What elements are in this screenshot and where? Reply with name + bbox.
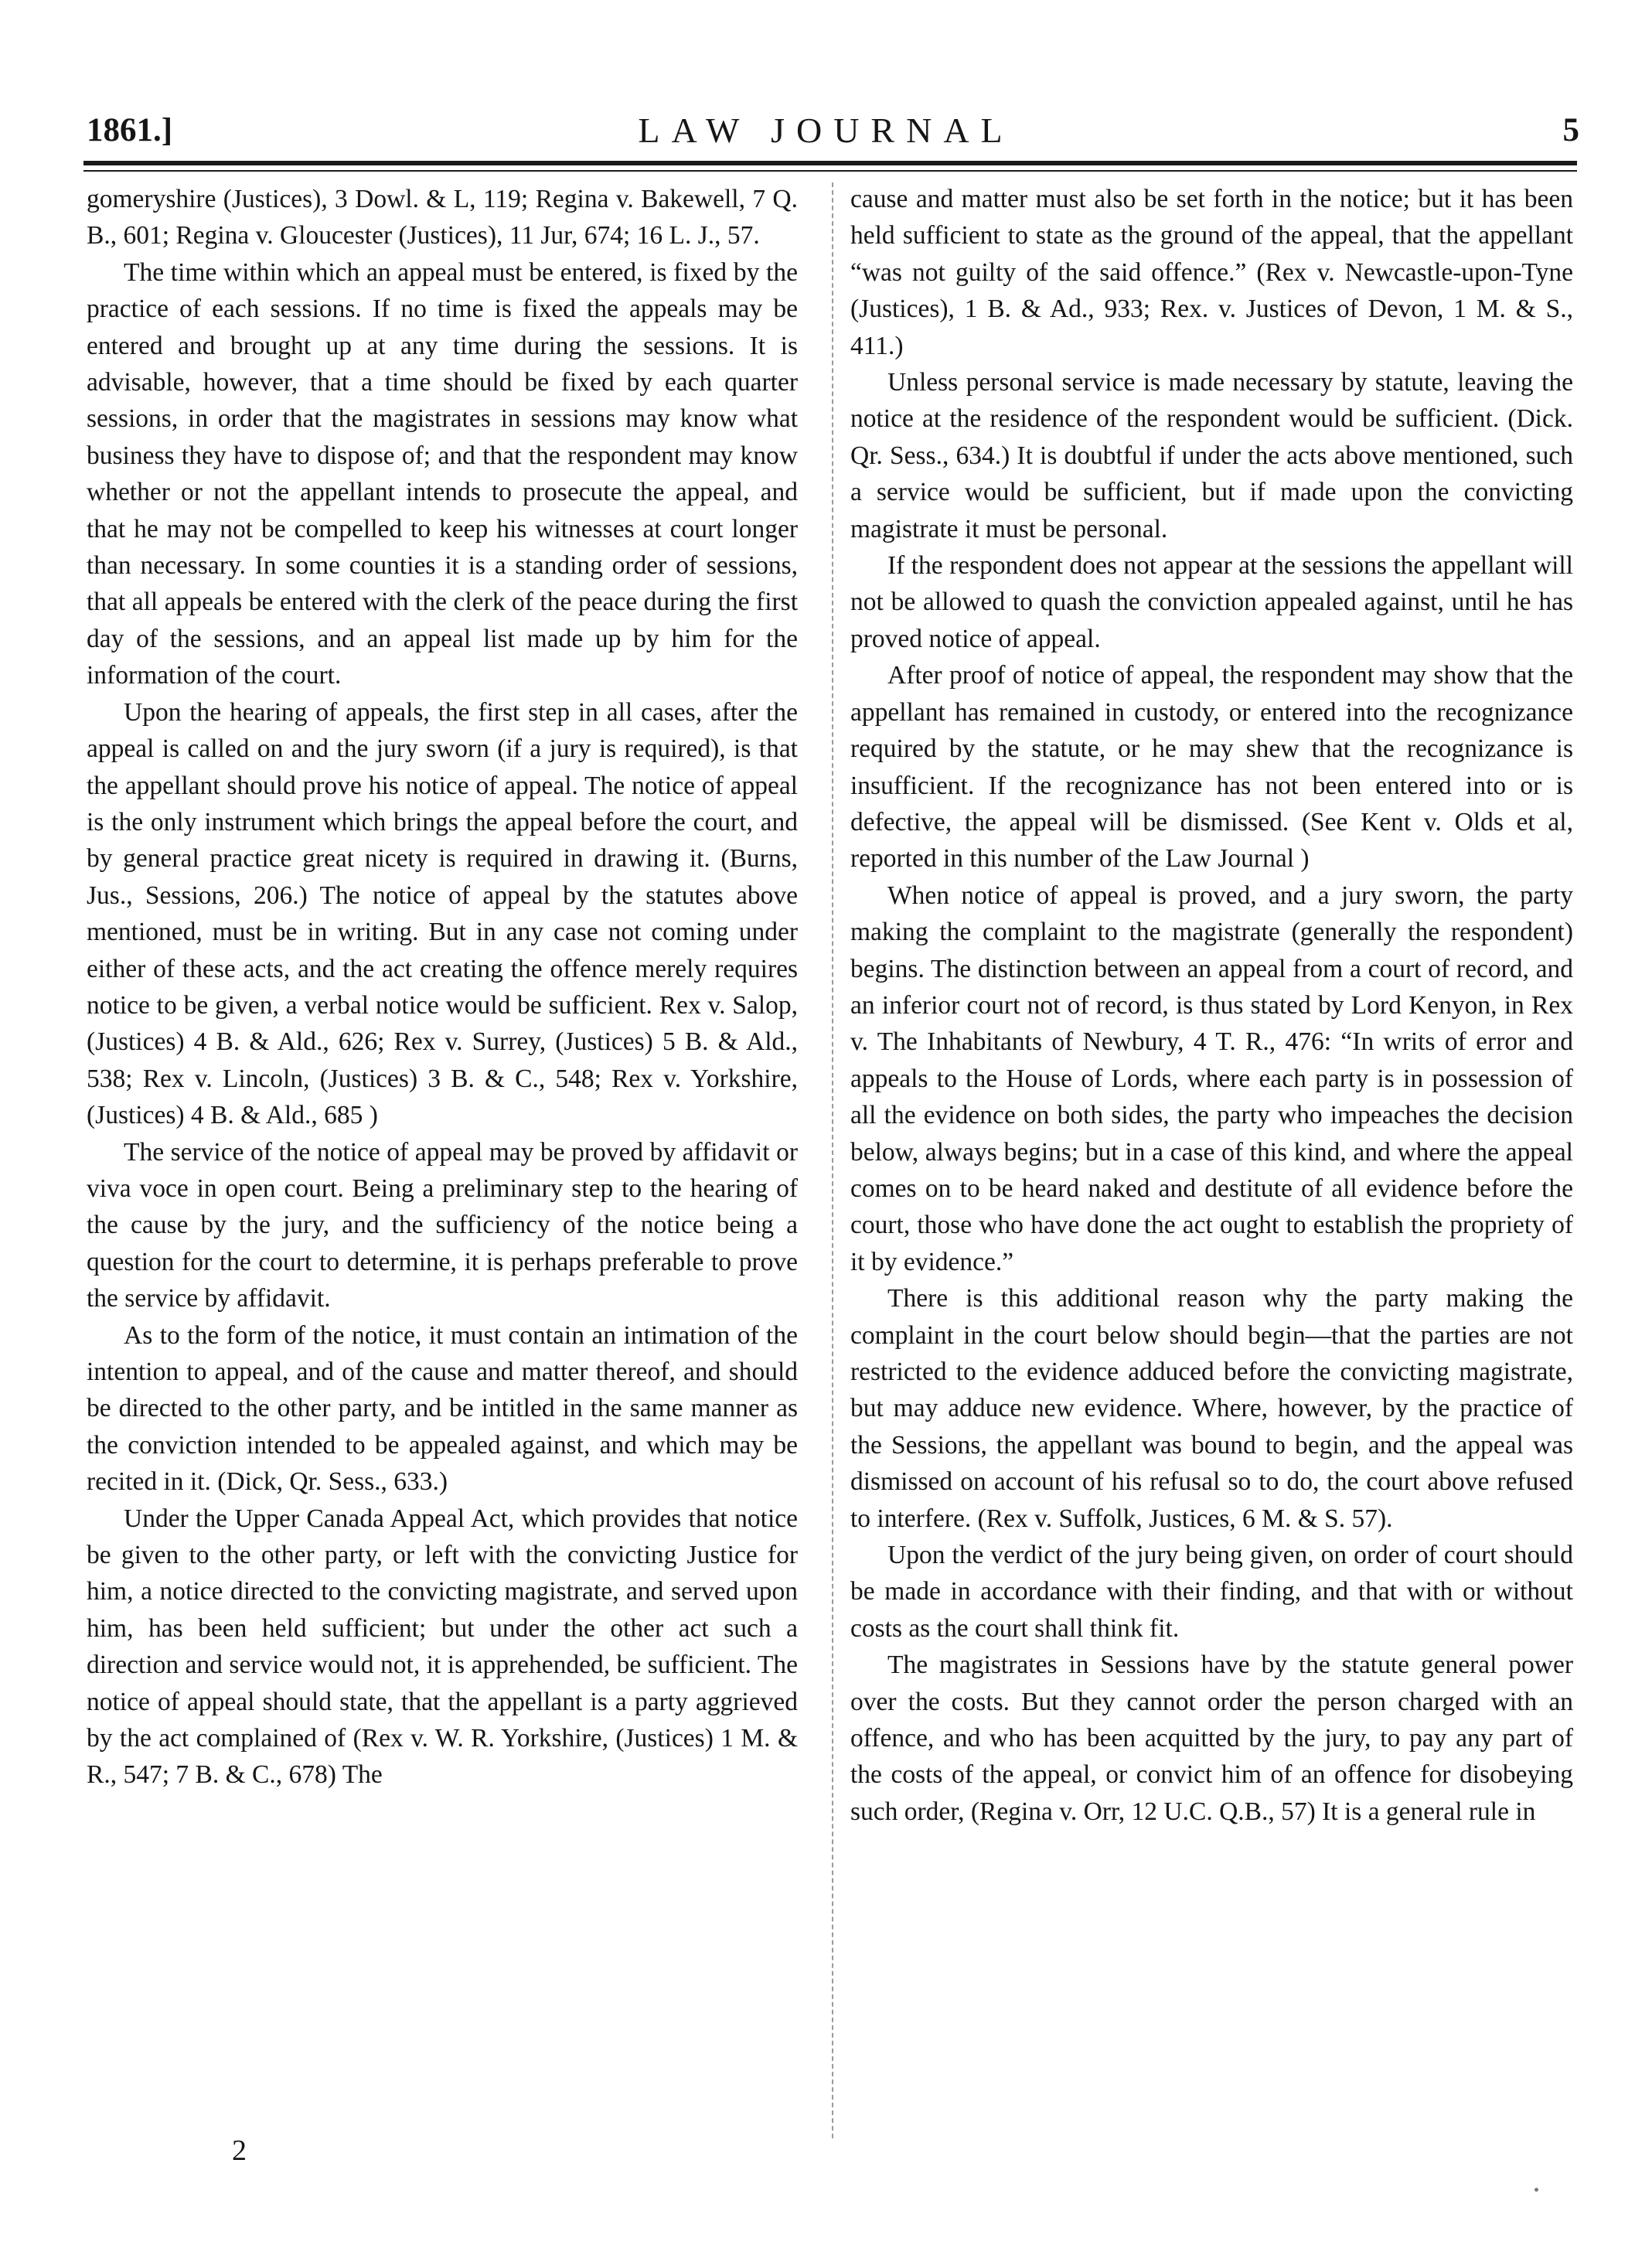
paragraph: If the respondent does not appear at the sessions the appellant will not be allowed to quash the conviction appealed against, until he has proved notice of appeal. (850, 551, 1573, 653)
paragraph: The time within which an appeal must be entered, is fixed by the practice of each sessions. If no time is fixed the appeals may be entered and brought up at any time during the sessions. It is advisable, however, that a time should be fixed by each quarter sessions, in order that the magistrates in sessions may know what business they have to dispose of; and that the respondent may know whether or not the appellant intends to prosecute the appeal, and that he may not be compelled to keep his witnesses at court longer than necessary. In some counties it is a standing order of sessions, that all appeals be entered with the clerk of the peace during the first day of the sessions, and an appeal list made up by him for the information of the court. (87, 257, 798, 690)
paragraph: cause and matter must also be set forth in the notice; but it has been held sufficient to state as the ground of the appeal, that the appellant “was not guilty of the said offence.” (Rex v. Newcastle-upon-Tyne (Justices), 1 B. & Ad., 933; Rex. v. Justices of Devon, 1 M. & S., 411.) (850, 185, 1573, 360)
paragraph: Unless personal service is made necessary by statute, leaving the notice at the residence of the respondent would be sufficient. (Dick. Qr. Sess., 634.) It is doubtful if under the acts above mentioned, such a service would be sufficient, but if made upon the convicting magistrate it must be personal. (850, 368, 1573, 543)
right-column (850, 181, 1573, 1830)
journal-title: LAW JOURNAL (638, 111, 1014, 150)
paragraph: The service of the notice of appeal may be proved by affidavit or viva voce in open court. Being a preliminary step to the hearing of the cause by the jury, and the sufficiency of the notice being a question for the court to determine, it is perhaps preferable to prove the service by affidavit. (87, 1137, 798, 1313)
paragraph: As to the form of the notice, it must contain an intimation of the intention to appeal, and of the cause and matter thereof, and should be directed to the other party, and be intitled in the same manner as the conviction intended to be appealed against, and which may be recited in it. (Dick, Qr. Sess., 633.) (87, 1320, 798, 1497)
paragraph: Upon the verdict of the jury being given, on order of court should be made in accordance with their finding, and that with or without costs as the court shall think fit. (850, 1541, 1573, 1643)
paragraph: After proof of notice of appeal, the respondent may show that the appellant has remained in custody, or entered into the recognizance required by the statute, or he may shew that the recognizance is insufficient. If the recognizance has not been entered into or is defective, the appeal will be dismissed. (See Kent v. Olds et al, reported in this number of the Law Journal ) (850, 661, 1573, 874)
signature-mark: 2 (232, 2134, 247, 2167)
paragraph: Under the Upper Canada Appeal Act, which provides that notice be given to the other party, or left with the convicting Justice for him, a notice directed to the convicting magistrate, and served upon him, has been held sufficient; but under the other act such a direction and service would not, it is apprehended, be sufficient. The notice of appeal should state, that the appellant is a party aggrieved by the act complained of (Rex v. W. R. Yorkshire, (Justices) 1 M. & R., 547; 7 B. & C., 678) The (87, 1504, 798, 1790)
column-divider (832, 182, 833, 2138)
header-year: 1861.] (87, 112, 173, 148)
paragraph: When notice of appeal is proved, and a jury sworn, the party making the complaint to the magistrate (generally the respondent) begins. The distinction between an appeal from a court of record, and an inferior court not of record, is thus stated by Lord Kenyon, in Rex v. The Inhabitants of Newbury, 4 T. R., 476: “In writs of error and appeals to the House of Lords, where each party is in possession of all the evidence on both sides, the party who impeaches the decision below, always begins; but in a case of this kind, and where the appeal comes on to be heard naked and destitute of all evidence before the court, those who have done the act ought to establish the propriety of it by evidence.” (850, 881, 1573, 1276)
running-header (0, 100, 1652, 165)
left-column (87, 181, 798, 1794)
paragraph: gomeryshire (Justices), 3 Dowl. & L, 119; Regina v. Bakewell, 7 Q. B., 601; Regina v. Gloucester (Justices), 11 Jur, 674; 16 L. J., 57. (87, 185, 798, 250)
header-rule-thick (83, 161, 1577, 165)
paragraph: Upon the hearing of appeals, the first step in all cases, after the appeal is called on and the jury sworn (if a jury is required), is that the appellant should prove his notice of appeal. The notice of appeal is the only instrument which brings the appeal before the court, and by general practice great nicety is required in drawing it. (Burns, Jus., Sessions, 206.) The notice of appeal by the statutes above mentioned, must be in writing. But in any case not coming under either of these acts, and the act creating the offence merely requires notice to be given, a verbal notice would be sufficient. Rex v. Salop, (Justices) 4 B. & Ald., 626; Rex v. Surrey, (Justices) 5 B. & Ald., 538; Rex v. Lincoln, (Justices) 3 B. & C., 548; Rex v. Yorkshire, (Justices) 4 B. & Ald., 685 ) (87, 697, 798, 1130)
paragraph: The magistrates in Sessions have by the statute general power over the costs. But they cannot order the person charged with an offence, and who has been acquitted by the jury, to pay any part of the costs of the appeal, or convict him of an offence for disobeying such order, (Regina v. Orr, 12 U.C. Q.B., 57) It is a general rule in (850, 1651, 1573, 1826)
paragraph: There is this additional reason why the party making the complaint in the court below should begin—that the parties are not restricted to the evidence adduced before the convicting magistrate, but may adduce new evidence. Where, however, by the practice of the Sessions, the appellant was bound to begin, and the appeal was dismissed on account of his refusal so to do, the court above refused to interfere. (Rex v. Suffolk, Justices, 6 M. & S. 57). (850, 1284, 1573, 1533)
header-rule-thin (83, 170, 1577, 172)
page-number: 5 (1562, 112, 1579, 148)
print-speck (1534, 2188, 1538, 2192)
